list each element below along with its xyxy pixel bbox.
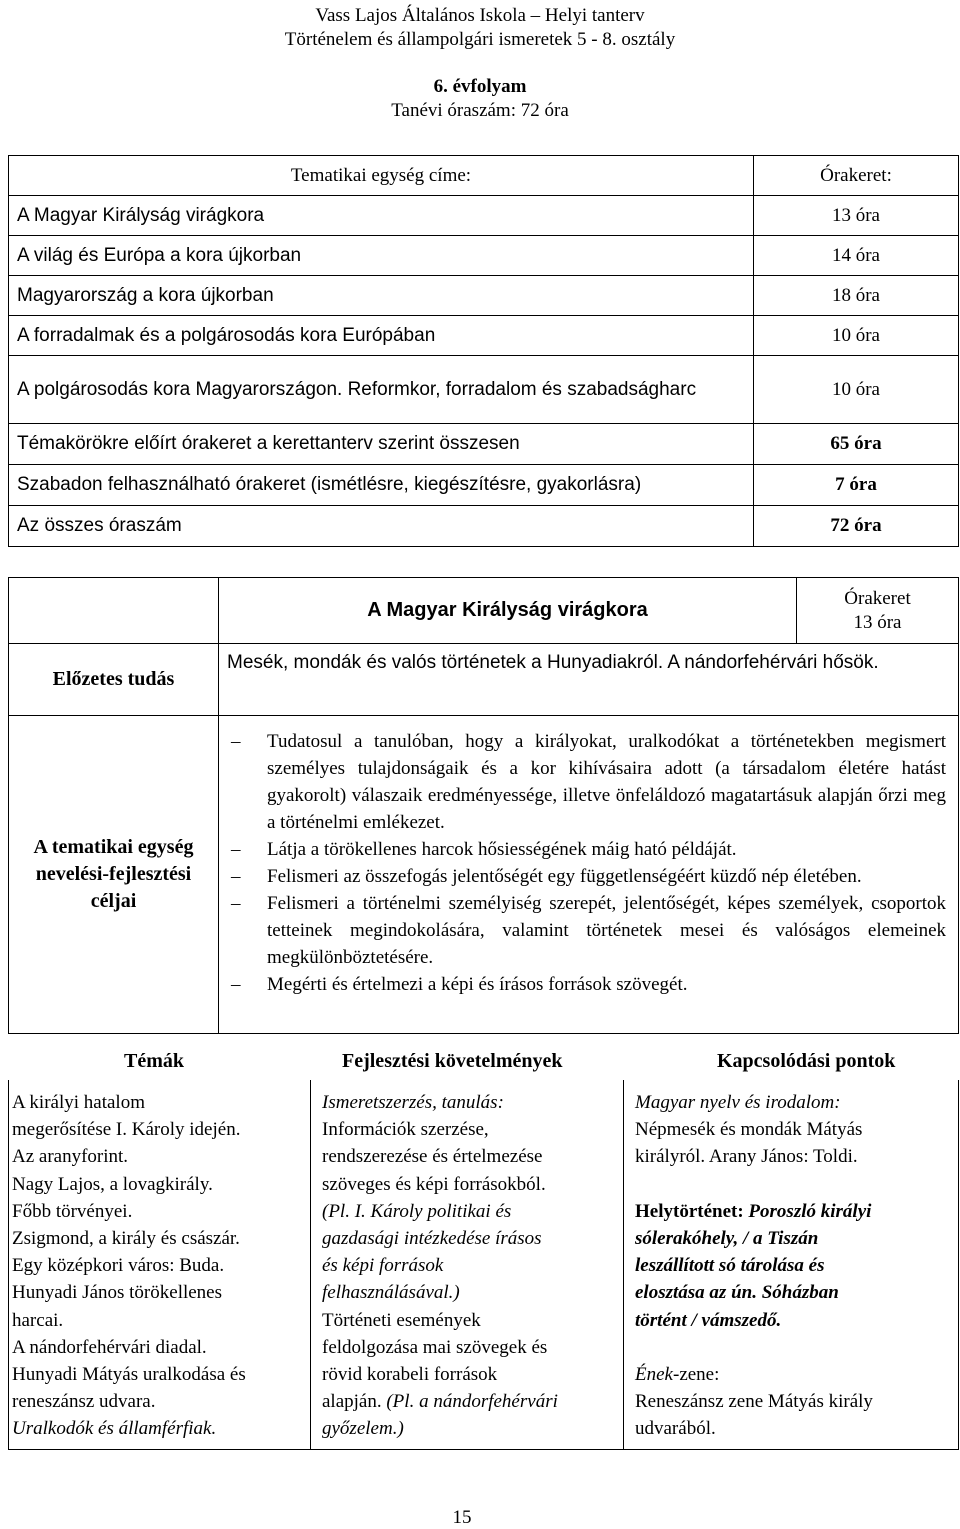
- req-line-italic: (Pl. I. Károly politikai és: [322, 1200, 512, 1222]
- column-divider: [623, 1080, 624, 1450]
- summary-row-title: A világ és Európa a kora újkorban: [9, 236, 754, 276]
- summary-table: [8, 155, 959, 547]
- prior-knowledge-text: Mesék, mondák és valós történetek a Hunyadiakról. A nándorfehérvári hősök.: [219, 644, 959, 716]
- link-local-history-text: Poroszló királyi: [748, 1200, 872, 1222]
- topic-line: Zsigmond, a király és császár.: [12, 1228, 240, 1250]
- topic-line: Hunyadi Mátyás uralkodása és: [12, 1364, 246, 1386]
- goals-cell: [219, 716, 959, 1034]
- requirements-column: [322, 1089, 620, 1443]
- topics-header: Témák: [124, 1050, 184, 1072]
- goals-list: [227, 728, 946, 998]
- unit-title: A Magyar Királyság virágkora: [219, 578, 797, 644]
- req-heading: Ismeretszerzés, tanulás:: [322, 1092, 504, 1113]
- prior-knowledge-label: Előzetes tudás: [9, 644, 219, 716]
- subject-line: Történelem és állampolgári ismeretek 5 - 8. osztály: [284, 29, 676, 50]
- link-heading-local-history: Helytörténet:: [635, 1200, 744, 1222]
- requirements-header: Fejlesztési követelmények: [342, 1050, 563, 1072]
- link-line-bold: történt / vámszedő.: [635, 1309, 782, 1331]
- total-row-hours: 72 óra: [754, 506, 959, 547]
- goal-item: – Megérti és értelmezi a képi és írásos források szövegét.: [227, 971, 946, 998]
- col-hours-header: Órakeret:: [754, 156, 959, 196]
- link-line: Népmesék és mondák Mátyás: [635, 1119, 863, 1141]
- grade-title: 6. évfolyam: [433, 76, 527, 97]
- req-line: Történeti események: [322, 1309, 481, 1331]
- goal-item: – Felismeri a történelmi személyiség szerepét, jelentőségét, képes személyek, csoportok tetteinek megindokolására, valamint történetek mesei és valóságos elemeinek megkülönböztetésére.: [227, 890, 946, 971]
- topic-line: A királyi hatalom: [12, 1092, 145, 1113]
- topic-line-italic: Uralkodók és államférfiak.: [12, 1418, 217, 1440]
- page-number: 15: [452, 1507, 472, 1528]
- unit-hours-label: Órakeret: [844, 587, 911, 609]
- link-heading-music: [635, 1361, 955, 1388]
- summary-row-title: Magyarország a kora újkorban: [9, 276, 754, 316]
- req-line: Információk szerzése,: [322, 1119, 489, 1141]
- column-divider: [310, 1080, 311, 1450]
- annual-hours: Tanévi óraszám: 72 óra: [391, 100, 569, 121]
- req-line: feldolgozása mai szövegek és: [322, 1336, 548, 1358]
- goal-item: – Felismeri az összefogás jelentőségét egy függetlenségéért küzdő nép életében.: [227, 863, 946, 890]
- link-spacer: [635, 1334, 955, 1361]
- summary-row-hours: 13 óra: [754, 196, 959, 236]
- grade-block: [0, 75, 960, 123]
- total-row-label: Témakörökre előírt órakeret a kerettanterv szerint összesen: [9, 424, 754, 465]
- topic-line: Egy középkori város: Buda.: [12, 1255, 225, 1277]
- summary-row-hours: 10 óra: [754, 356, 959, 424]
- summary-row-title: A Magyar Királyság virágkora: [9, 196, 754, 236]
- total-row-hours: 7 óra: [754, 465, 959, 506]
- req-line-italic: győzelem.): [322, 1418, 404, 1440]
- topics-column: [12, 1089, 308, 1443]
- topic-line: harcai.: [12, 1309, 64, 1331]
- link-line: Reneszánsz zene Mátyás király: [635, 1391, 873, 1413]
- topic-line: A nándorfehérvári diadal.: [12, 1336, 207, 1358]
- topic-line: Hunyadi János törökellenes: [12, 1282, 223, 1304]
- unit-hours-cell: [797, 578, 959, 644]
- unit-hours-value: 13 óra: [853, 611, 902, 633]
- total-row-label: Szabadon felhasználható órakeret (ismétlésre, kiegészítésre, gyakorlásra): [9, 465, 754, 506]
- req-line-italic: felhasználásával.): [322, 1282, 460, 1304]
- goals-label: A tematikai egység nevelési-fejlesztési céljai: [9, 716, 219, 1034]
- req-line: rövid korabeli források: [322, 1364, 498, 1386]
- summary-row-title: A polgárosodás kora Magyarországon. Reformkor, forradalom és szabadságharc: [9, 356, 754, 424]
- link-line-bold: elosztása az ún. Sóházban: [635, 1282, 839, 1304]
- link-line-bold: sólerakóhely, / a Tiszán: [635, 1228, 819, 1249]
- topic-line: reneszánsz udvara.: [12, 1391, 156, 1413]
- summary-row-hours: 14 óra: [754, 236, 959, 276]
- school-name: Vass Lajos Általános Iskola – Helyi tanterv: [315, 5, 645, 26]
- topic-line: Nagy Lajos, a lovagkirály.: [12, 1173, 213, 1195]
- links-column: [635, 1089, 955, 1443]
- req-line: szöveges és képi forrásokból.: [322, 1173, 546, 1195]
- topic-line: Főbb törvényei.: [12, 1200, 133, 1222]
- req-line-italic: és képi források: [322, 1255, 444, 1277]
- col-title-header: Tematikai egység címe:: [9, 156, 754, 196]
- req-line-italic: gazdasági intézkedése írásos: [322, 1228, 542, 1250]
- link-line: udvarából.: [635, 1418, 716, 1440]
- goal-item: – Látja a törökellenes harcok hősiességének máig ható példáját.: [227, 836, 946, 863]
- summary-row-hours: 10 óra: [754, 316, 959, 356]
- link-spacer: [635, 1171, 955, 1198]
- req-mixed-plain: alapján.: [322, 1391, 387, 1413]
- goal-item: – Tudatosul a tanulóban, hogy a királyokat, uralkodókat a történetekben megismert személyes tulajdonságaik és a kor kihívásaira adott (a társadalom életére hatást gyakorolt) válaszaik eredményessége, illetve önfeláldozó magatartásuk alapján őrzi meg a történelmi emlékezet.: [227, 728, 946, 836]
- links-header: Kapcsolódási pontok: [717, 1050, 896, 1072]
- summary-row-hours: 18 óra: [754, 276, 959, 316]
- link-line-bold: leszállított só tárolása és: [635, 1255, 825, 1277]
- total-row-label: Az összes óraszám: [9, 506, 754, 547]
- summary-row-title: A forradalmak és a polgárosodás kora Európában: [9, 316, 754, 356]
- req-mixed-italic: (Pl. a nándorfehérvári: [386, 1391, 558, 1413]
- link-music-plain: zene:: [679, 1364, 720, 1385]
- link-heading: Magyar nyelv és irodalom:: [635, 1092, 841, 1113]
- link-line-bold: [635, 1198, 955, 1225]
- topic-line: megerősítése I. Károly idején.: [12, 1119, 241, 1141]
- topic-line: Az aranyforint.: [12, 1146, 129, 1168]
- page-header: [0, 4, 960, 52]
- req-line-mixed: [322, 1388, 620, 1415]
- link-music-italic: Ének-: [635, 1364, 680, 1385]
- unit-table: [8, 577, 959, 1034]
- total-row-hours: 65 óra: [754, 424, 959, 465]
- link-line: királyról. Arany János: Toldi.: [635, 1146, 858, 1168]
- req-line: rendszerezése és értelmezése: [322, 1146, 543, 1168]
